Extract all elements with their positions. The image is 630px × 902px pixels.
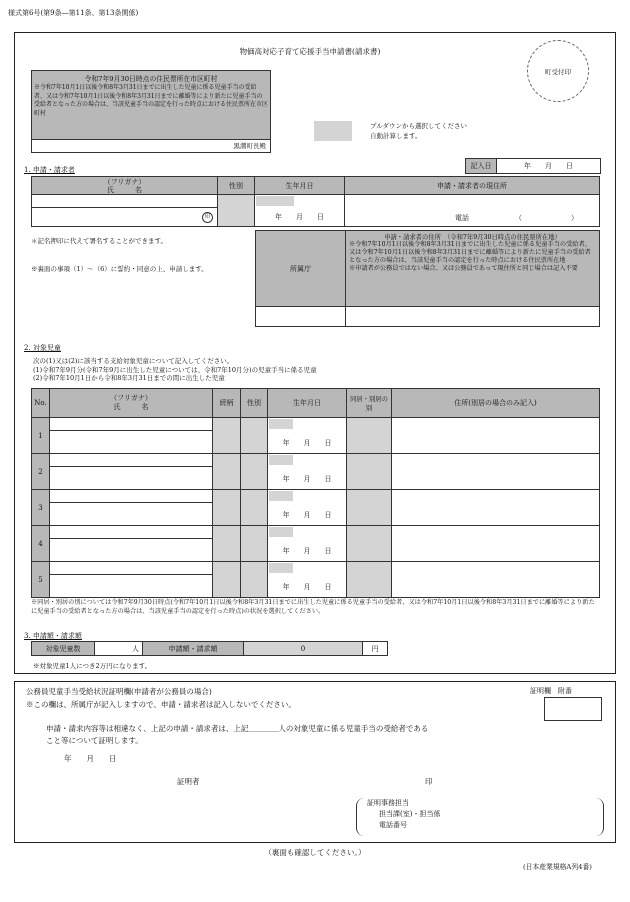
entry-date-label: 記入日 bbox=[466, 159, 497, 174]
section3-title: 3. 申請額・請求額 bbox=[24, 632, 82, 640]
child-row bbox=[32, 454, 600, 467]
child-name-field[interactable] bbox=[50, 467, 213, 490]
child-row bbox=[32, 418, 600, 431]
child-kana-field[interactable] bbox=[50, 562, 213, 575]
child-no: 5 bbox=[32, 562, 50, 598]
cohabit-select[interactable] bbox=[347, 526, 392, 562]
child-era-select[interactable] bbox=[269, 527, 293, 537]
address-header: 申請・請求者の現住所 bbox=[345, 177, 600, 195]
child-era-select[interactable] bbox=[269, 491, 293, 501]
cohabit-select[interactable] bbox=[347, 490, 392, 526]
certificate-body2: こと等について証明します。 bbox=[46, 736, 143, 745]
contact-title: 証明事務担当 bbox=[367, 799, 409, 807]
dob-header: 生年月日 bbox=[255, 177, 345, 195]
relation-select[interactable] bbox=[213, 418, 241, 454]
child-dob-field[interactable] bbox=[268, 490, 347, 526]
applicant-kana-field[interactable] bbox=[32, 195, 218, 208]
child-address-field[interactable] bbox=[392, 526, 600, 562]
residence-note: ※令和7年10月1日以後令和8年3月31日までに出生した児童に係る児童手当の受給者、又は令和7年10月1日以後令和8年3月31日までに離婚等により新たに児童手当の受給者となった方の場合は、当該児童手当の認定を行った時点における住民票所在市区町村 bbox=[34, 84, 269, 117]
form-title: 物価高対応子育て応援手当申請書(請求書) bbox=[239, 47, 381, 56]
applicant-name-field[interactable] bbox=[32, 208, 218, 227]
certificate-number-field[interactable] bbox=[544, 697, 602, 721]
cohabit-select[interactable] bbox=[347, 418, 392, 454]
child-dob-text: 年 月 日 bbox=[282, 474, 332, 483]
child-name-field[interactable] bbox=[50, 503, 213, 526]
certificate-note: ※この欄は、所属庁が記入しますので、申請・請求者は記入しないでください。 bbox=[26, 700, 296, 709]
amount-note: ※対象児童1人につき2万円になります。 bbox=[33, 662, 152, 670]
child-sex-select[interactable] bbox=[241, 454, 268, 490]
section2-instructions bbox=[33, 357, 317, 383]
child-dob-header: 生年月日 bbox=[268, 389, 347, 418]
amount-label: 申請額・請求額 bbox=[143, 642, 244, 656]
child-dob-text: 年 月 日 bbox=[282, 510, 332, 519]
office-label: 所属庁 bbox=[256, 231, 346, 307]
child-address-field[interactable] bbox=[392, 490, 600, 526]
child-era-select[interactable] bbox=[269, 563, 293, 573]
child-sex-select[interactable] bbox=[241, 526, 268, 562]
cohabit-header: 同居・別居の別 bbox=[347, 389, 392, 418]
child-name-field[interactable] bbox=[50, 431, 213, 454]
child-no: 4 bbox=[32, 526, 50, 562]
certifier-label: 証明者 bbox=[177, 777, 200, 786]
child-kana-field[interactable] bbox=[50, 526, 213, 539]
era-select[interactable] bbox=[256, 196, 294, 206]
child-row bbox=[32, 526, 600, 539]
child-address-field[interactable] bbox=[392, 562, 600, 598]
cohabit-select[interactable] bbox=[347, 454, 392, 490]
office-field[interactable] bbox=[256, 307, 346, 327]
child-name-label: 氏 名 bbox=[113, 403, 149, 411]
child-no: 1 bbox=[32, 418, 50, 454]
child-name-field[interactable] bbox=[50, 575, 213, 598]
residence-address-field[interactable] bbox=[346, 307, 600, 327]
relation-select[interactable] bbox=[213, 562, 241, 598]
certificate-body1: 申請・請求内容等は相違なく、上記の申請・請求者は、上記＿＿＿＿人の対象児童に係る児童手当の受給者である bbox=[46, 724, 429, 733]
relation-select[interactable] bbox=[213, 454, 241, 490]
cohabit-select[interactable] bbox=[347, 562, 392, 598]
paper-size: (日本産業規格A列4番) bbox=[523, 863, 592, 871]
child-name-field[interactable] bbox=[50, 539, 213, 562]
child-era-select[interactable] bbox=[269, 419, 293, 429]
certificate-date[interactable]: 年 月 日 bbox=[64, 754, 117, 763]
child-sex-select[interactable] bbox=[241, 490, 268, 526]
relation-select[interactable] bbox=[213, 490, 241, 526]
no-header: No. bbox=[32, 389, 50, 418]
child-count-label: 対象児童数 bbox=[32, 642, 95, 656]
mayor-addressee: 黒潮町長殿 bbox=[233, 142, 266, 150]
child-dob-text: 年 月 日 bbox=[282, 582, 332, 591]
section2-item2: (2)令和7年10月1日から令和8年3月31日までの間に出生した児童 bbox=[33, 374, 225, 382]
seal-mark: 印 bbox=[202, 212, 213, 223]
residence-municipality-box bbox=[31, 70, 271, 140]
applicant-name-header bbox=[32, 177, 218, 195]
child-dob-text: 年 月 日 bbox=[282, 438, 332, 447]
signature-note: ＊記名押印に代えて署名することができます。 bbox=[31, 237, 167, 245]
child-sex-header: 性別 bbox=[241, 389, 268, 418]
child-dob-field[interactable] bbox=[268, 454, 347, 490]
relation-select[interactable] bbox=[213, 526, 241, 562]
kana-header: （フリガナ） bbox=[103, 177, 146, 186]
residence-heading: 令和7年9月30日時点の住民票所在市区町村 bbox=[84, 75, 218, 83]
reception-stamp-area bbox=[527, 40, 589, 102]
contact-dept: 担当課(室)・担当係 bbox=[379, 810, 441, 818]
municipality-input[interactable] bbox=[31, 138, 271, 153]
child-sex-select[interactable] bbox=[241, 418, 268, 454]
applicant-address-field[interactable] bbox=[345, 195, 600, 227]
count-unit: 人 bbox=[132, 644, 139, 653]
form-reference: 様式第6号(第9条―第11条、第13条関係) bbox=[8, 9, 139, 17]
phone-label: 電話 bbox=[455, 214, 469, 222]
child-dob-text: 年 月 日 bbox=[282, 546, 332, 555]
child-sex-select[interactable] bbox=[241, 562, 268, 598]
child-no: 2 bbox=[32, 454, 50, 490]
child-dob-field[interactable] bbox=[268, 562, 347, 598]
certificate-number-label: 証明欄 附番 bbox=[530, 687, 572, 695]
certifier-seal: 印 bbox=[425, 777, 433, 786]
child-address-header: 住所(別居の場合のみ記入) bbox=[392, 389, 600, 418]
child-row bbox=[32, 562, 600, 575]
residence-note2: ※申請者が公務員ではない場合、又は公務員であって現住所と同じ場合は記入不要 bbox=[349, 265, 578, 272]
legend-auto: 自動計算します。 bbox=[370, 132, 422, 140]
amount-value: 0 bbox=[244, 642, 363, 656]
section2-intro: 次の(1)又は(2)に該当する支給対象児童について記入してください。 bbox=[33, 357, 234, 365]
back-side-note: （裏面も確認してください。） bbox=[264, 848, 366, 857]
certificate-title: 公務員児童手当受給状況証明欄(申請者が公務員の場合) bbox=[26, 687, 212, 696]
applicant-sex-select[interactable] bbox=[218, 195, 255, 227]
entry-date-field[interactable]: 年 月 日 bbox=[497, 159, 601, 174]
section1-title: 1. 申請・請求者 bbox=[24, 166, 75, 174]
name-header: 氏 名 bbox=[107, 185, 142, 194]
legend-swatch bbox=[314, 121, 352, 141]
contact-phone: 電話番号 bbox=[379, 821, 407, 829]
child-no: 3 bbox=[32, 490, 50, 526]
applicant-dob-text: 年 月 日 bbox=[275, 212, 324, 221]
stamp-label: 町受付印 bbox=[545, 68, 571, 76]
section2-item1: (1)令和7年9月分(令和7年9月に出生した児童については、令和7年10月分)の児童手当に係る児童 bbox=[33, 365, 317, 374]
amount-unit: 円 bbox=[363, 642, 388, 656]
child-dob-field[interactable] bbox=[268, 526, 347, 562]
child-kana-field[interactable] bbox=[50, 490, 213, 503]
child-era-select[interactable] bbox=[269, 455, 293, 465]
child-address-field[interactable] bbox=[392, 418, 600, 454]
pledge-text: ※裏面の事項（1）～（6）に誓約・同意の上、申請します。 bbox=[31, 265, 208, 273]
legend-dropdown: プルダウンから選択してください bbox=[370, 122, 467, 130]
residence-note1: ※令和7年10月1日以後令和8年3月31日までに出生した児童に係る児童手当の受給者、又は令和7年10月1日以後令和8年3月31日までに離婚等により新たに児童手当の受給者となった方の場合は、当該児童手当の認定を行った時点における住民票所在地 bbox=[349, 241, 591, 264]
contact-bracket bbox=[356, 798, 604, 836]
child-row bbox=[32, 490, 600, 503]
child-kana-field[interactable] bbox=[50, 454, 213, 467]
child-name-header bbox=[50, 389, 213, 418]
child-kana-header: （フリガナ） bbox=[110, 394, 152, 402]
child-address-field[interactable] bbox=[392, 454, 600, 490]
residence-title: 申請・請求者の住所 （令和7年9月30日時点の住民票所在地） bbox=[384, 234, 561, 241]
child-dob-field[interactable] bbox=[268, 418, 347, 454]
child-count-field[interactable] bbox=[95, 642, 143, 656]
applicant-dob-field[interactable] bbox=[255, 195, 345, 227]
child-kana-field[interactable] bbox=[50, 418, 213, 431]
sex-header: 性別 bbox=[218, 177, 255, 195]
cohabit-footnote: ※同居・別居の別については令和7年9月30日時点(令和7年10月1日以後令和8年3月31日までに出生した児童に係る児童手当の受給者、又は令和7年10月1日以後令和8年3月31日までに離婚等により新たに児童手当の受給者となった方の場合は、当該児童手当の認定を行った時点)の状況を選択してください。 bbox=[31, 599, 595, 615]
section2-title: 2. 対象児童 bbox=[24, 344, 61, 352]
relation-header: 続柄 bbox=[213, 389, 241, 418]
phone-field[interactable]: （ ） bbox=[515, 214, 578, 222]
